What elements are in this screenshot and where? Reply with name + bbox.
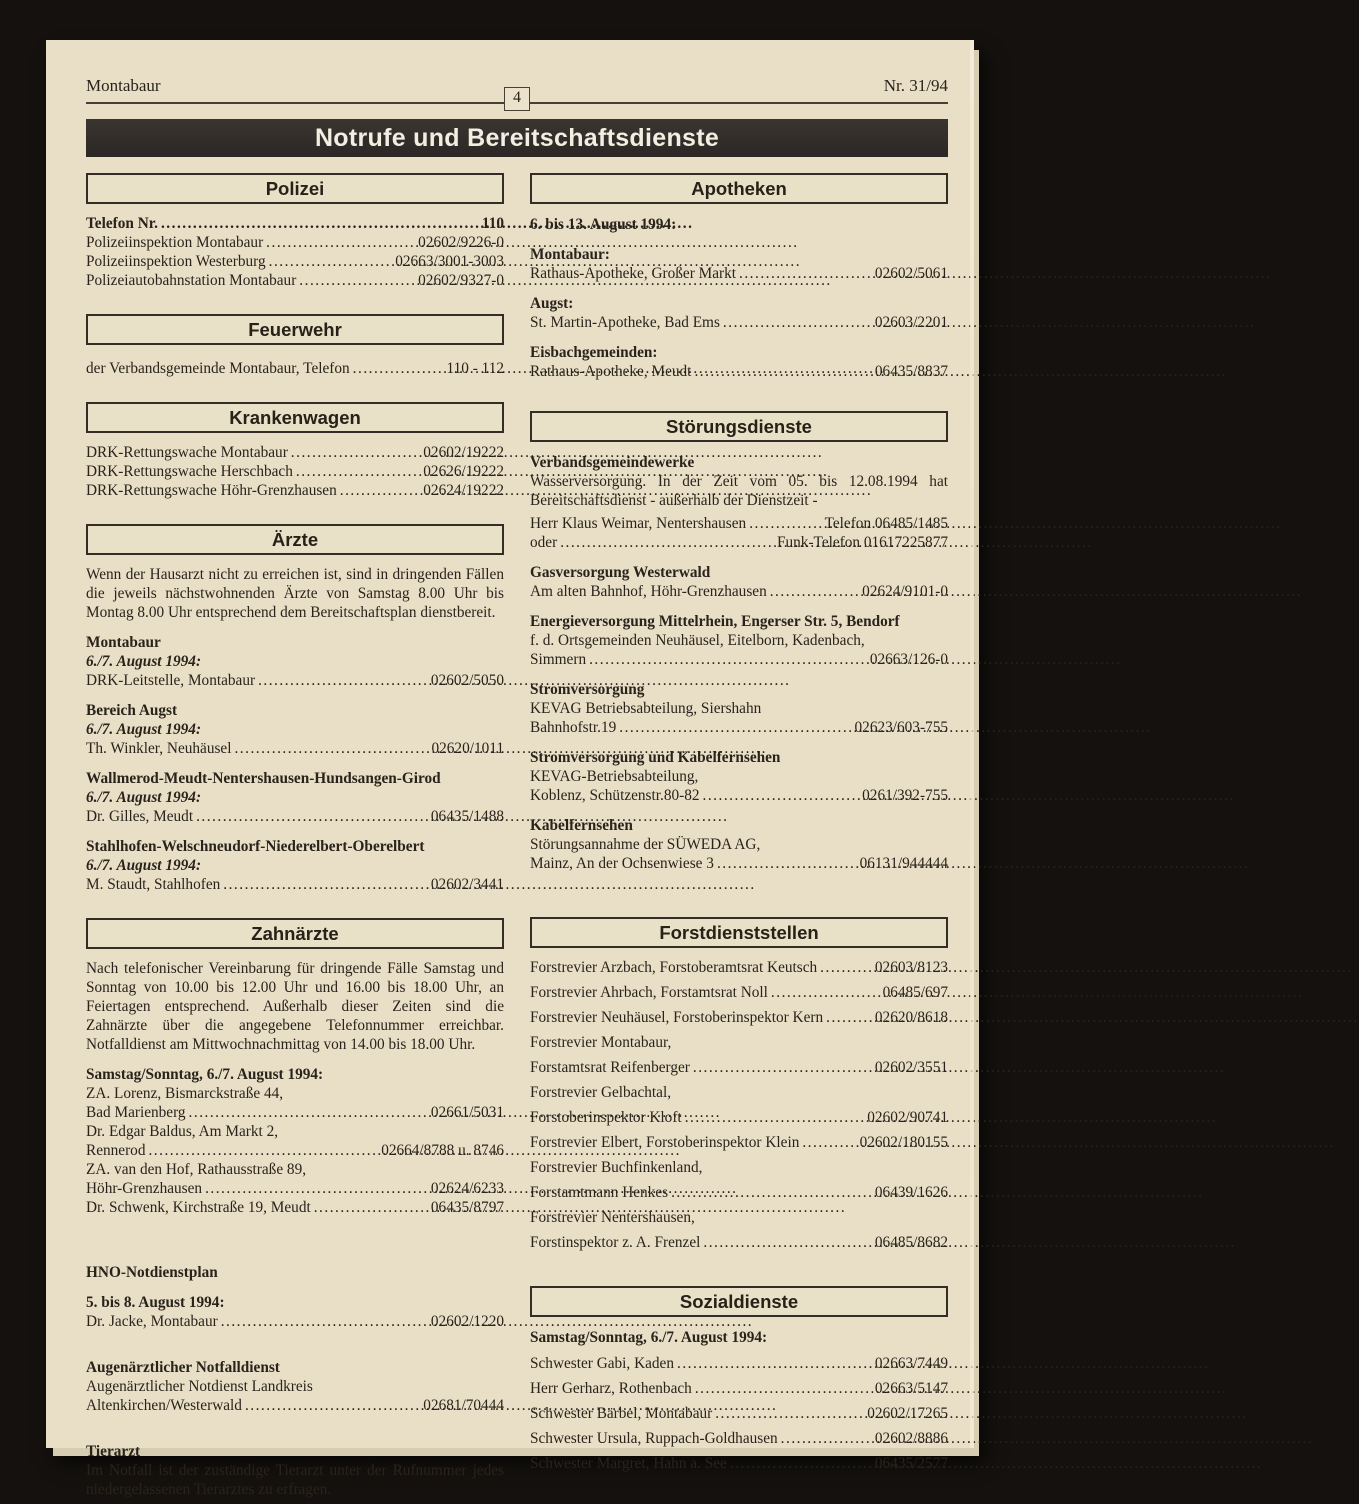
entry-label: Th. Winkler, Neuhäusel (86, 740, 232, 757)
entry-label: DRK-Leitstelle, Montabaur (86, 672, 256, 689)
entry-heading: Wallmerod-Meudt-Nentershausen-Hundsangen-Girod (86, 770, 441, 787)
entry-label: DRK-Rettungswache Höhr-Grenzhausen (86, 482, 337, 499)
phone-number: 02602/90741 (867, 1109, 948, 1126)
entry-heading: Kabelfernsehen (530, 817, 633, 834)
phone-number: 02602/180155 (859, 1134, 948, 1151)
entry-label: Forstrevier Neuhäusel, Forstoberinspektor Kern (530, 1009, 824, 1026)
dotted-leader (205, 1179, 428, 1198)
section-header-zahnaerzte: Zahnärzte (86, 918, 504, 949)
entry-label: Rathaus-Apotheke, Großer Markt (530, 265, 737, 282)
directory-entry (86, 739, 504, 758)
dotted-leader (223, 875, 428, 894)
phone-number: 02624/9101-0 (862, 583, 948, 600)
dotted-leader (739, 264, 872, 283)
entry-heading: Augenärztlicher Notfalldienst (86, 1359, 280, 1376)
dotted-leader (694, 362, 871, 381)
entry-date: 6./7. August 1994: (86, 653, 202, 670)
dotted-leader (560, 533, 774, 552)
directory-entry (530, 1454, 948, 1473)
directory-entry (86, 671, 504, 690)
entry-label: Bahnhofstr.19 (530, 719, 617, 736)
dotted-leader (717, 854, 857, 873)
directory-entry (530, 582, 948, 601)
entry-label: Rennerod (86, 1142, 146, 1159)
dotted-leader (771, 983, 880, 1002)
entry-label: St. Martin-Apotheke, Bad Ems (530, 314, 720, 331)
entry-label: Schwester Margret, Hahn a. See (530, 1455, 727, 1472)
dotted-leader (258, 671, 428, 690)
entry-text: ZA. Lorenz, Bismarckstraße 44, (86, 1085, 284, 1102)
phone-number: 06485/697 (882, 984, 948, 1001)
entry-label: der Verbandsgemeinde Montabaur, Telefon (86, 360, 350, 377)
directory-entry (86, 359, 504, 378)
page-title-banner: Notrufe und Bereitschaftsdienste (86, 119, 948, 157)
dotted-leader (221, 1312, 428, 1331)
phone-number: 02602/8886 (874, 1430, 948, 1447)
dotted-leader (340, 481, 421, 500)
directory-entry (530, 786, 948, 805)
entry-date: 6./7. August 1994: (86, 789, 202, 806)
directory-entry (530, 854, 948, 873)
dotted-leader (826, 1008, 872, 1027)
phone-number: 02602/9327-0 (418, 272, 504, 289)
phone-number: 02602/3551 (874, 1059, 948, 1076)
section-feuerwehr (86, 314, 504, 378)
phone-number: 02620/8618 (874, 1009, 948, 1026)
entry-text: Forstrevier Montabaur, (530, 1034, 672, 1051)
entry-label: Dr. Schwenk, Kirchstraße 19, Meudt (86, 1199, 311, 1216)
entry-heading: Stromversorgung (530, 681, 645, 698)
phone-number: Funk-Telefon 01617225877 (777, 534, 948, 551)
dotted-leader (189, 1103, 428, 1122)
entry-heading: Samstag/Sonntag, 6./7. August 1994: (530, 1329, 768, 1346)
phone-number: 02664/8788 u. 8746 (381, 1142, 504, 1159)
section-header-aerzte: Ärzte (86, 524, 504, 555)
phone-number: 110 - 112 (446, 360, 504, 377)
section-header-feuerwehr: Feuerwehr (86, 314, 504, 345)
entry-heading: Energieversorgung Mittelrhein, Engerser Str. 5, Bendorf (530, 613, 900, 630)
phone-number: 06435/8797 (430, 1199, 504, 1216)
directory-entry (530, 1108, 948, 1127)
directory-entry (86, 1103, 504, 1122)
entry-heading: Gasversorgung Westerwald (530, 564, 711, 581)
directory-entry (86, 807, 504, 826)
phone-number: 06435/2577 (874, 1455, 948, 1472)
entry-label: Polizeiinspektion Westerburg (86, 253, 266, 270)
phone-number: 02602/1220 (430, 1313, 504, 1330)
phone-number: 06485/8682 (874, 1234, 948, 1251)
entry-label: Polizeiinspektion Montabaur (86, 234, 264, 251)
dotted-leader (353, 359, 444, 378)
dotted-leader (314, 1198, 428, 1217)
directory-entry (530, 533, 948, 552)
phone-number: 02626/19222 (423, 463, 504, 480)
entry-label: Altenkirchen/Westerwald (86, 1397, 242, 1414)
entry-text: KEVAG Betriebsabteilung, Siershahn (530, 700, 762, 717)
paragraph: Nach telefonischer Vereinbarung für dringende Fälle Samstag und Sonntag von 10.00 bis 12.00 Uhr und 16.00 bis 18.00 Uhr, an Feiertagen entsprechend. Außerhalb dieser Zeiten sind die Zahnärzte über die angegebene Telefonnummer erreichbar. Notfalldienst am Mittwochnachmittag von 14.00 bis 18.00 Uhr. (86, 960, 504, 1053)
dotted-leader (730, 1454, 872, 1473)
section-notdienste (86, 1263, 504, 1499)
directory-entry (530, 1429, 948, 1448)
dotted-leader (781, 1429, 872, 1448)
paragraph: Wenn der Hausarzt nicht zu erreichen ist, sind in dringenden Fällen die jeweils nächstwohnenden Ärzte von Samstag 8.00 Uhr bis Montag 8.00 Uhr entsprechend dem Bereitschaftsplan dienstbereit. (86, 566, 504, 621)
phone-number: 02661/5031 (430, 1104, 504, 1121)
section-header-polizei: Polizei (86, 173, 504, 204)
dotted-leader (148, 1141, 378, 1160)
entry-label: Simmern (530, 651, 587, 668)
page-header (86, 76, 948, 104)
entry-label: Herr Klaus Weimar, Nentershausen (530, 515, 747, 532)
dotted-leader (677, 1354, 872, 1373)
entry-label: Forstrevier Elbert, Forstoberinspektor Klein (530, 1134, 800, 1151)
entry-text: Forstrevier Nentershausen, (530, 1209, 695, 1226)
dotted-leader (291, 443, 420, 462)
section-header-stoerungsdienste: Störungsdienste (530, 411, 948, 442)
entry-text: Dr. Edgar Baldus, Am Markt 2, (86, 1123, 279, 1140)
entry-label: Dr. Jacke, Montabaur (86, 1313, 218, 1330)
entry-text: KEVAG-Betriebsabteilung, (530, 768, 699, 785)
dotted-leader (161, 214, 479, 233)
directory-entry (530, 1379, 948, 1398)
entry-heading: Augst: (530, 295, 574, 312)
entry-label: Schwester Ursula, Ruppach-Goldhausen (530, 1430, 778, 1447)
dotted-leader (715, 1404, 864, 1423)
directory-entry (530, 1183, 948, 1202)
phone-number: 02663/126-0 (869, 651, 948, 668)
entry-label: Forstrevier Ahrbach, Forstamtsrat Noll (530, 984, 768, 1001)
entry-label: Herr Gerharz, Rothenbach (530, 1380, 692, 1397)
directory-entry (86, 214, 504, 233)
spacer (86, 1415, 504, 1431)
entry-label: Forstamtmann Henkes (530, 1184, 669, 1201)
section-header-sozialdienste: Sozialdienste (530, 1286, 948, 1317)
section-polizei (86, 173, 504, 290)
dotted-leader (269, 252, 393, 271)
entry-heading: Montabaur (86, 634, 161, 651)
directory-entry (530, 650, 948, 669)
dotted-leader (299, 271, 415, 290)
entry-text: ZA. van den Hof, Rathausstraße 89, (86, 1161, 307, 1178)
directory-entry (530, 264, 948, 283)
spacer (86, 1331, 504, 1347)
entry-label: Am alten Bahnhof, Höhr-Grenzhausen (530, 583, 767, 600)
directory-entry (530, 313, 948, 332)
directory-entry (86, 481, 504, 500)
entry-label: Forstrevier Arzbach, Forstoberamtsrat Keutsch (530, 959, 818, 976)
entry-heading: Eisbachgemeinden: (530, 344, 658, 361)
entry-heading: Samstag/Sonntag, 6./7. August 1994: (86, 1066, 324, 1083)
directory-entry (530, 958, 948, 977)
section-header-krankenwagen: Krankenwagen (86, 402, 504, 433)
phone-number: 02624/19222 (423, 482, 504, 499)
dotted-leader (296, 462, 420, 481)
entry-date: 6./7. August 1994: (86, 721, 202, 738)
dotted-leader (703, 1233, 872, 1252)
entry-heading: Stromversorgung und Kabelfernsehen (530, 749, 781, 766)
phone-number: 06439/1626 (874, 1184, 948, 1201)
entry-label: Schwester Bärbel, Montabaur (530, 1405, 713, 1422)
directory-entry (530, 1354, 948, 1373)
entry-label: Forstinspektor z. A. Frenzel (530, 1234, 701, 1251)
entry-heading: HNO-Notdienstplan (86, 1264, 218, 1281)
phone-number: 110 (481, 215, 504, 232)
dotted-leader (671, 1183, 872, 1202)
entry-heading: Bereich Augst (86, 702, 178, 719)
phone-number: 02663/7449 (874, 1355, 948, 1372)
directory-entry (530, 362, 948, 381)
phone-number: 02603/2201 (874, 314, 948, 331)
directory-entry (86, 1198, 504, 1217)
dotted-leader (589, 650, 867, 669)
directory-entry (86, 233, 504, 252)
dotted-leader (196, 807, 428, 826)
phone-number: 02620/1011 (431, 740, 504, 757)
entry-label: DRK-Rettungswache Montabaur (86, 444, 288, 461)
phone-number: 02663/3001-3003 (395, 253, 504, 270)
dotted-leader (685, 1108, 865, 1127)
phone-number: 02623/603-755 (854, 719, 948, 736)
entry-label: Forstamtsrat Reifenberger (530, 1059, 690, 1076)
directory-entry (86, 443, 504, 462)
phone-number: 02602/5050 (430, 672, 504, 689)
entry-label: DRK-Rettungswache Herschbach (86, 463, 293, 480)
entry-label: Höhr-Grenzhausen (86, 1180, 203, 1197)
directory-entry (86, 1312, 504, 1331)
dotted-leader (245, 1396, 420, 1415)
dotted-leader (820, 958, 872, 977)
entry-date: 6./7. August 1994: (86, 857, 202, 874)
entry-text: f. d. Ortsgemeinden Neuhäusel, Eitelborn, Kadenbach, (530, 632, 865, 649)
dotted-leader (619, 718, 851, 737)
dotted-leader (234, 739, 428, 758)
directory-entry (86, 252, 504, 271)
directory-entry (530, 1133, 948, 1152)
entry-label: Forstoberinspektor Kloft (530, 1109, 682, 1126)
page-number-box: 4 (504, 87, 530, 111)
entry-label: oder (530, 534, 558, 551)
directory-entry (530, 1058, 948, 1077)
section-zahnaerzte (86, 918, 504, 1217)
entry-text: Forstrevier Gelbachtal, (530, 1084, 672, 1101)
entry-heading: Verbandsgemeindewerke (530, 454, 695, 471)
dotted-leader (723, 313, 872, 332)
paragraph: Wasserversorgung. In der Zeit vom 05. bis 12.08.1994 hat Bereitschaftsdienst - außerhalb der Dienstzeit - (530, 473, 948, 509)
dotted-leader (749, 514, 821, 533)
phone-number: 06131/944444 (859, 855, 948, 872)
entry-heading: Stahlhofen-Welschneudorf-Niederelbert-Oberelbert (86, 838, 425, 855)
scanned-newsletter-page (46, 40, 974, 1498)
directory-entry (530, 1404, 948, 1423)
phone-number: 02602/19222 (423, 444, 504, 461)
entry-heading: 6. bis 13. August 1994: (530, 216, 677, 233)
directory-entry (86, 462, 504, 481)
section-krankenwagen (86, 402, 504, 500)
phone-number: 02602/5061 (874, 265, 948, 282)
directory-entry (530, 983, 948, 1002)
directory-entry (530, 718, 948, 737)
entry-label: Koblenz, Schützenstr.80-82 (530, 787, 700, 804)
entry-label: Dr. Gilles, Meudt (86, 808, 194, 825)
entry-label: Telefon Nr. (86, 215, 158, 232)
phone-number: 02602/3441 (430, 876, 504, 893)
section-stoerungsdienste (530, 411, 948, 873)
header-community-name: Montabaur (86, 76, 161, 95)
directory-entry (530, 1008, 948, 1027)
phone-number: 02602/9226-0 (418, 234, 504, 251)
phone-number: 02602/17265 (867, 1405, 948, 1422)
entry-label: Mainz, An der Ochsenwiese 3 (530, 855, 714, 872)
phone-number: Telefon 06485/1485 (824, 515, 948, 532)
entry-text: Störungsannahme der SÜWEDA AG, (530, 836, 761, 853)
directory-entry (86, 271, 504, 290)
dotted-leader (693, 1058, 872, 1077)
directory-entry (86, 1396, 504, 1415)
entry-heading: Montabaur: (530, 246, 610, 263)
phone-number: 02603/8123 (874, 959, 948, 976)
section-forstdienststellen (530, 917, 948, 1252)
header-issue-number: Nr. 31/94 (883, 76, 948, 95)
phone-number: 02624/6233 (430, 1180, 504, 1197)
paragraph: Im Notfall ist der zuständige Tierarzt unter der Rufnummer jedes niedergelassenen Tierarztes zu erfragen. (86, 1462, 504, 1498)
column-left (86, 173, 504, 1499)
column-right (530, 173, 948, 1473)
dotted-leader (695, 1379, 872, 1398)
phone-number: 02663/5147 (874, 1380, 948, 1397)
phone-number: 02681/70444 (423, 1397, 504, 1414)
dotted-leader (770, 582, 859, 601)
phone-number: 06435/1488 (430, 808, 504, 825)
entry-heading: 5. bis 8. August 1994: (86, 1294, 225, 1311)
directory-entry (530, 514, 948, 533)
section-header-apotheken: Apotheken (530, 173, 948, 204)
entry-label: Bad Marienberg (86, 1104, 186, 1121)
entry-label: Schwester Gabi, Kaden (530, 1355, 674, 1372)
entry-text: Forstrevier Buchfinkenland, (530, 1159, 703, 1176)
section-sozialdienste (530, 1286, 948, 1473)
dotted-leader (703, 786, 860, 805)
phone-number: 0261/392-755 (862, 787, 948, 804)
dotted-leader (802, 1133, 856, 1152)
two-column-layout (86, 173, 948, 1499)
directory-entry (86, 1141, 504, 1160)
directory-entry (86, 875, 504, 894)
section-header-forstdienststellen: Forstdienststellen (530, 917, 948, 948)
directory-entry (530, 1233, 948, 1252)
entry-label: Rathaus-Apotheke, Meudt (530, 363, 692, 380)
entry-heading: Tierarzt (86, 1443, 141, 1460)
dotted-leader (266, 233, 415, 252)
entry-text: Augenärztlicher Notdienst Landkreis (86, 1378, 313, 1395)
section-apotheken (530, 173, 948, 381)
entry-label: Polizeiautobahnstation Montabaur (86, 272, 297, 289)
directory-entry (86, 1179, 504, 1198)
entry-label: M. Staudt, Stahlhofen (86, 876, 221, 893)
phone-number: 06435/8837 (874, 363, 948, 380)
section-aerzte (86, 524, 504, 894)
